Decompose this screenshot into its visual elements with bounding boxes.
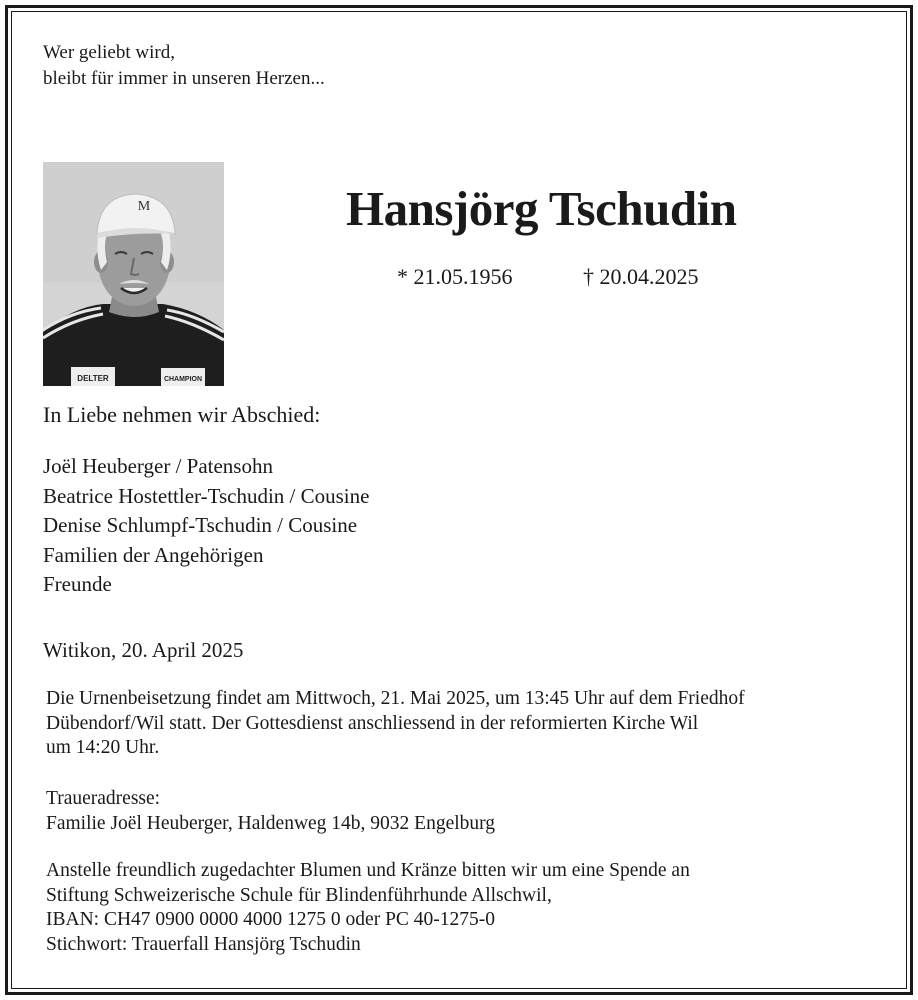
funeral-line: Dübendorf/Wil statt. Der Gottesdienst anschliessend in der reformierten Kirche Wil [46, 712, 699, 734]
funeral-line: Die Urnenbeisetzung findet am Mittwoch, 21. Mai 2025, um 13:45 Uhr auf dem Friedhof [46, 688, 745, 709]
motto [43, 40, 325, 92]
birth-date: * 21.05.1956 [397, 264, 513, 289]
address-label: Traueradresse: [46, 788, 161, 809]
donation-line: Stiftung Schweizerische Schule für Blindenführhunde Allschwil, [46, 884, 552, 906]
mourner-item: Familien der Angehörigen [43, 542, 264, 567]
donation-line: Anstelle freundlich zugedachter Blumen und Kränze bitten wir um eine Spende an [46, 860, 690, 881]
funeral-info [46, 687, 745, 761]
death-date: † 20.04.2025 [583, 264, 699, 289]
funeral-line: um 14:20 Uhr. [46, 737, 160, 758]
donation-line: Stichwort: Trauerfall Hansjörg Tschudin [46, 933, 361, 955]
mourner-item: Beatrice Hostettler-Tschudin / Cousine [43, 483, 370, 508]
mourner-item: Joël Heuberger / Patensohn [43, 454, 273, 478]
cap-letter: M [137, 199, 151, 214]
donation-line: IBAN: CH47 0900 0000 4000 1275 0 oder PC 40-1275-0 [46, 909, 496, 930]
portrait-illustration [43, 162, 224, 386]
mourner-item: Freunde [43, 572, 112, 596]
mourner-item: Denise Schlumpf-Tschudin / Cousine [43, 513, 358, 537]
shirt-label-left: DELTER [77, 374, 109, 383]
motto-line: bleibt für immer in unseren Herzen... [43, 68, 325, 89]
portrait-photo [43, 162, 224, 386]
shirt-label-right: CHAMPION [163, 376, 203, 383]
deceased-name: Hansjörg Tschudin [346, 181, 737, 236]
farewell-intro: In Liebe nehmen wir Abschied: [43, 402, 321, 427]
donation-info [46, 859, 690, 957]
mourners-list [43, 452, 369, 600]
motto-line: Wer geliebt wird, [43, 42, 175, 63]
address-value: Familie Joël Heuberger, Haldenweg 14b, 9032 Engelburg [46, 812, 496, 834]
place-date: Witikon, 20. April 2025 [43, 638, 244, 662]
mourning-address [46, 787, 495, 836]
